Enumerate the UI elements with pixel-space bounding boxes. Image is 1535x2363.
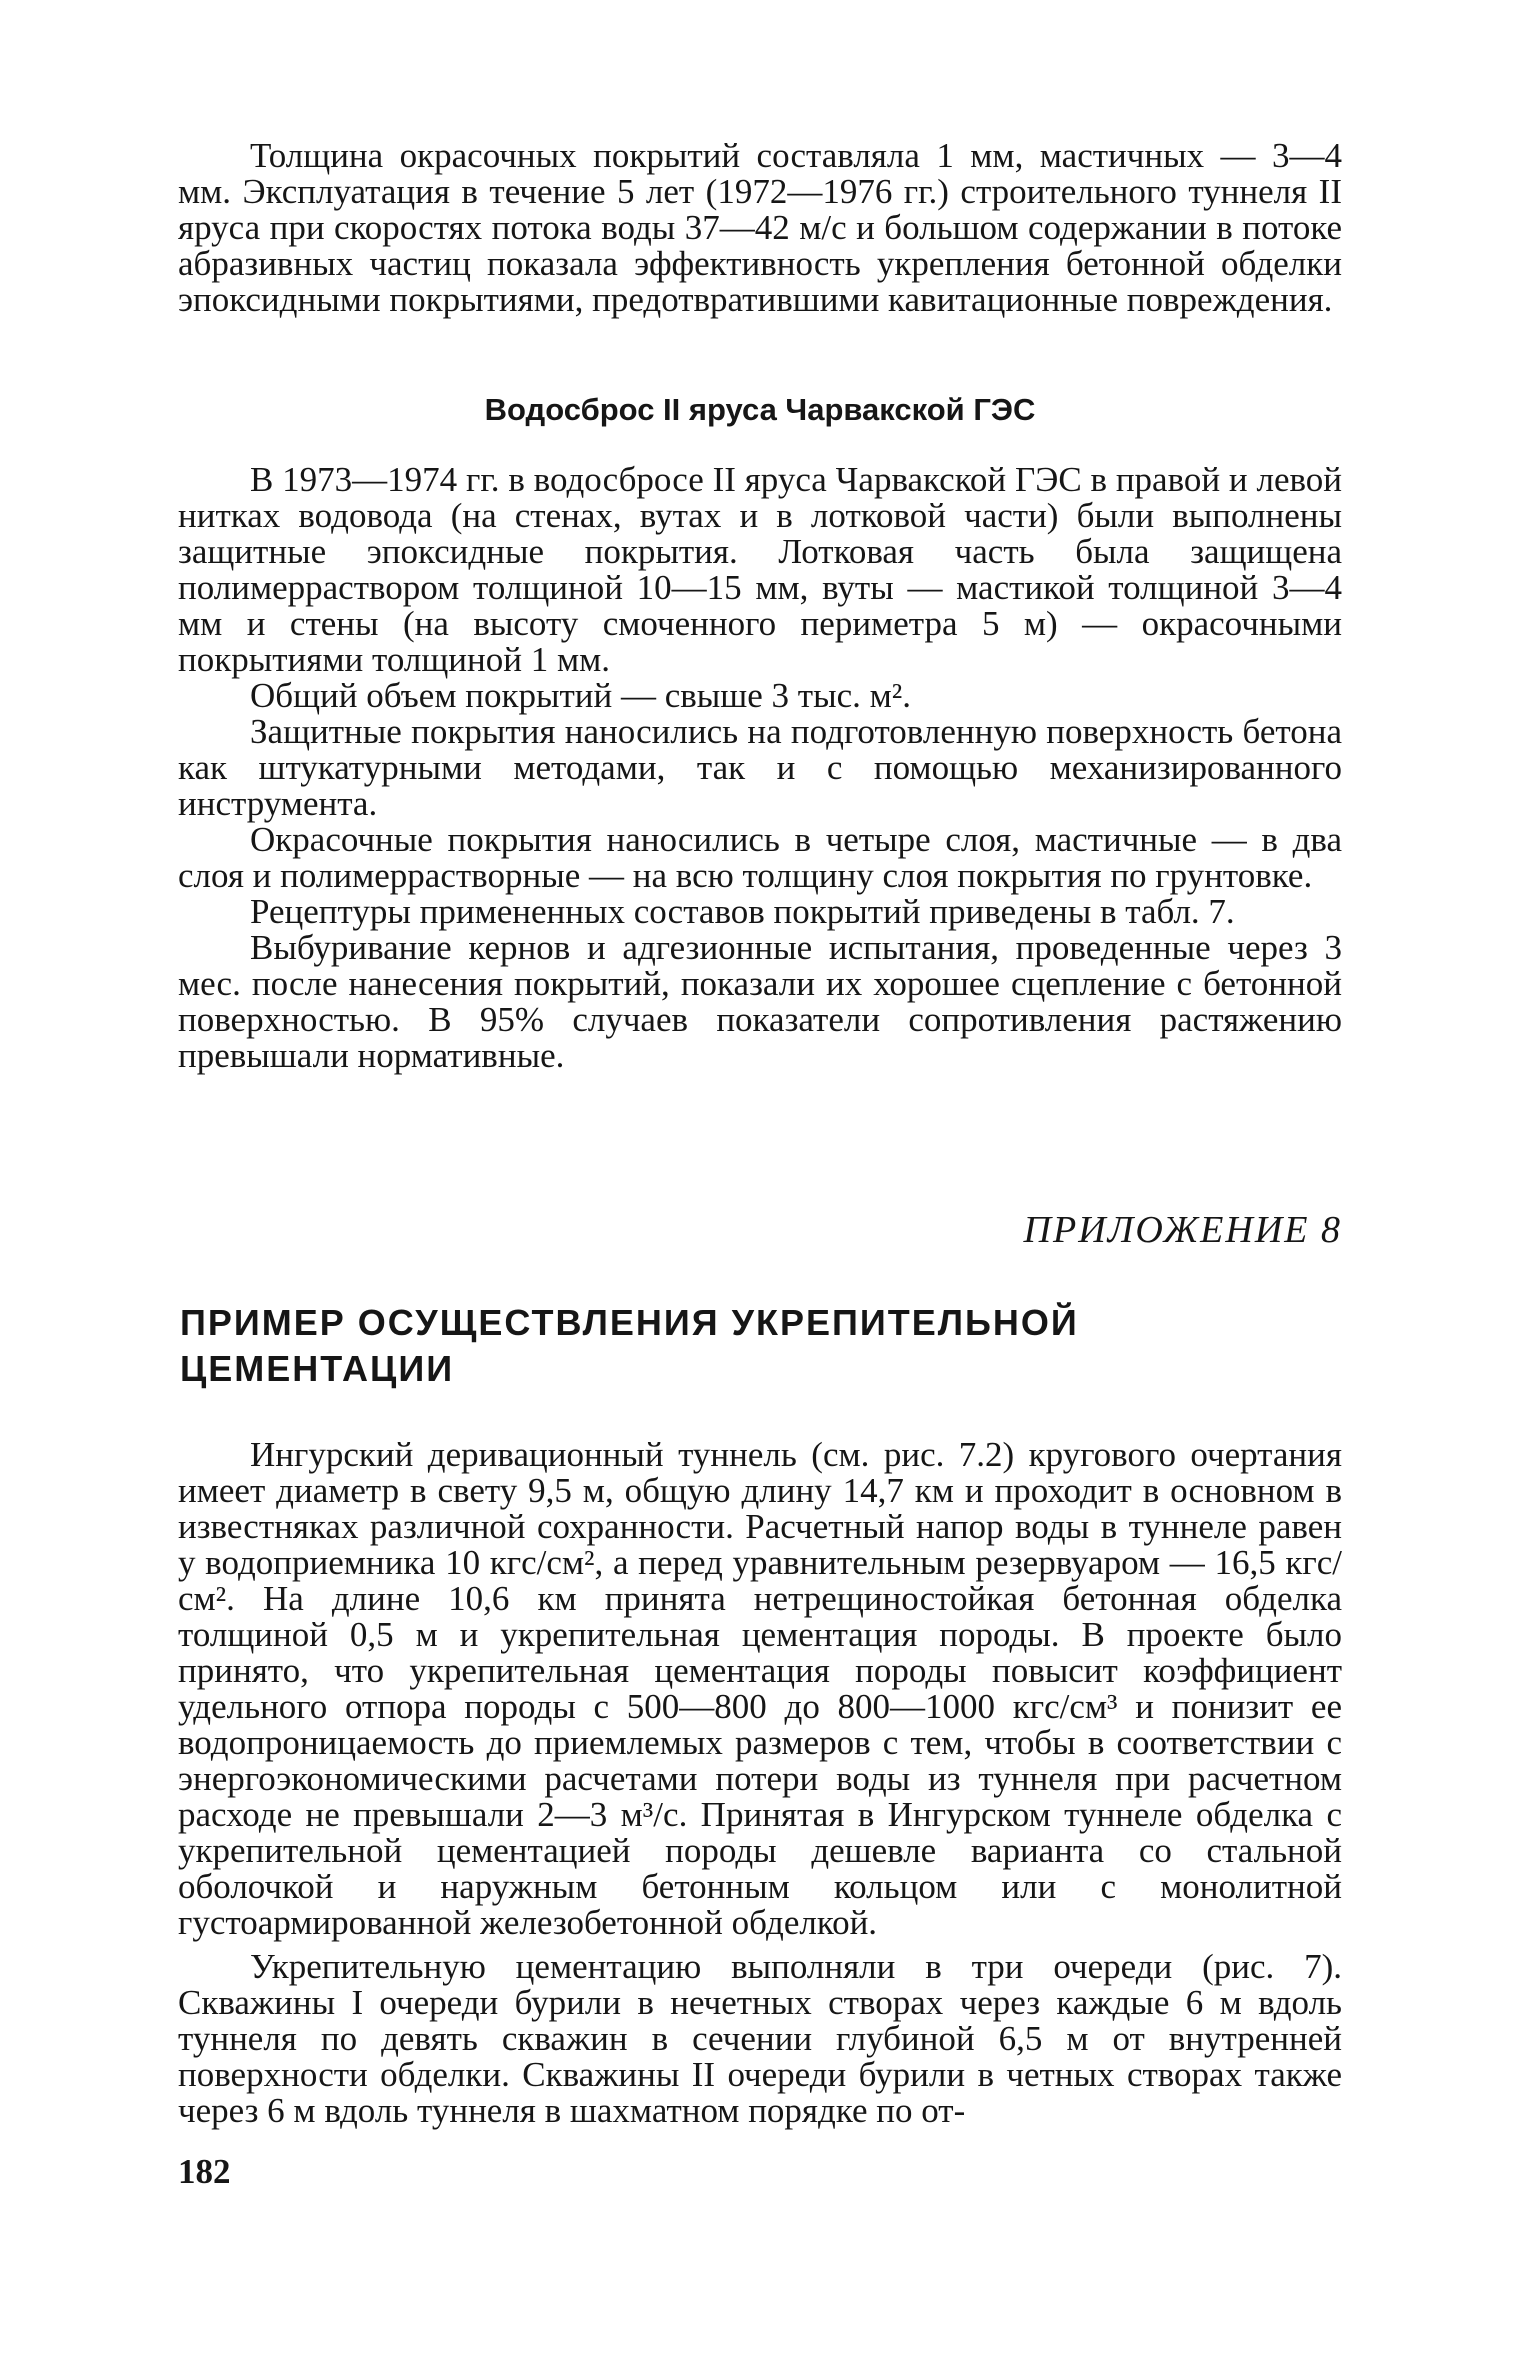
paragraph: Выбуривание кернов и адгезионные испытания, проведенные через 3 мес. после нанесения покрытий, показали их хорошее сцепление с бетонной поверхностью. В 95% случаев показатели сопротивления растяжению превышали нормативные. [178,928,1342,1075]
paragraph: Общий объем покрытий — свыше 3 тыс. м². [250,676,912,715]
appendix-title-line: ЦЕМЕНТАЦИИ [180,1348,455,1389]
paragraph: Защитные покрытия наносились на подготовленную поверхность бетона как штукатурными методами, так и с помощью механизированного инструмента. [178,712,1342,823]
paragraph: Рецептуры примененных составов покрытий приведены в табл. 7. [250,892,1235,931]
section-heading: Водосброс II яруса Чарвакской ГЭС [484,392,1036,427]
intro-text [178,138,1342,318]
paragraph: Толщина окрасочных покрытий составляла 1 мм, мастичных — 3—4 мм. Эксплуатация в течение 5 лет (1972—1976 гг.) строительного туннеля II яруса при скоростях потока воды 37—42 м/с и большом содержании в потоке абразивных частиц показала эффективность укрепления бетонной обделки эпоксидными покрытиями, предотвратившими кавитационные повреждения. [178,136,1342,319]
appendix-label: ПРИЛОЖЕНИЕ 8 [1023,1209,1342,1251]
appendix-title [180,1300,1340,1392]
paragraph: Ингурский деривационный туннель (см. рис. 7.2) кругового очертания имеет диаметр в свету 9,5 м, общую длину 14,7 км и проходит в основном в известняках различной сохранности. Расчетный напор воды в туннеле равен у водоприемника 10 кгс/см², а перед уравнительным резервуаром — 16,5 кгс/см². На длине 10,6 км принята нетрещиностойкая бетонная обделка толщиной 0,5 м и укрепительная цементация породы. В проекте было принято, что укрепительная цементация породы повысит коэффициент удельного отпора породы с 500—800 до 800—1000 кгс/см³ и понизит ее водопроницаемость до приемлемых размеров с тем, чтобы в соответствии с энергоэкономическими расчетами потери воды из туннеля при расчетном расходе не превышали 2—3 м³/с. Принятая в Ингурском туннеле обделка с укрепительной цементацией породы дешевле варианта со стальной оболочкой и наружным бетонным кольцом или с монолитной густоармированной железобетонной обделкой. [178,1435,1342,1942]
paragraph: Окрасочные покрытия наносились в четыре слоя, мастичные — в два слоя и полимеррастворные — на всю толщину слоя покрытия по грунтовке. [178,820,1342,895]
section-text [178,462,1342,1074]
paragraph: Укрепительную цементацию выполняли в три очереди (рис. 7). Скважины I очереди бурили в нечетных створах через каждые 6 м вдоль туннеля по девять скважин в сечении глубиной 6,5 м от внутренней поверхности обделки. Скважины II очереди бурили в четных створах также через 6 м вдоль туннеля в шахматном порядке по от- [178,1947,1342,2130]
appendix-title-line: ПРИМЕР ОСУЩЕСТВЛЕНИЯ УКРЕПИТЕЛЬНОЙ [180,1302,1079,1343]
page-number: 182 [178,2152,231,2191]
appendix-text [178,1437,1342,2129]
paragraph: В 1973—1974 гг. в водосбросе II яруса Чарвакской ГЭС в правой и левой нитках водовода (на стенах, вутах и в лотковой части) были выполнены защитные эпоксидные покрытия. Лотковая часть была защищена полимерраствором толщиной 10—15 мм, вуты — мастикой толщиной 3—4 мм и стены (на высоту смоченного периметра 5 м) — окрасочными покрытиями толщиной 1 мм. [178,460,1342,679]
